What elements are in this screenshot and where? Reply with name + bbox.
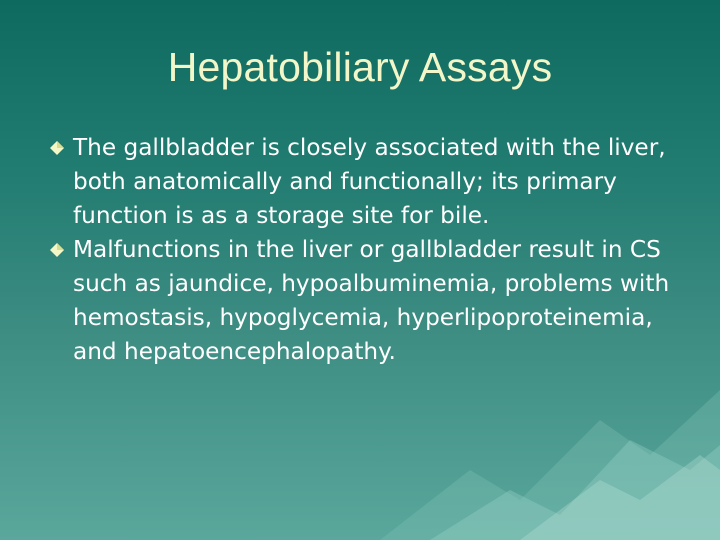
bullet-text: The gallbladder is closely associated with the liver, both anatomically and functionally; its primary function is as a storage site for bile. bbox=[73, 134, 666, 229]
bullet-item-malfunctions bbox=[50, 233, 670, 369]
bullet-list bbox=[50, 131, 670, 369]
bullet-text: Malfunctions in the liver or gallbladder result in CS such as jaundice, hypoalbuminemia, problems with hemostasis, hypoglycemia, hyperlipoproteinemia, and hepatoencephalopathy. bbox=[73, 236, 670, 365]
diamond-bullet-icon bbox=[50, 243, 64, 257]
slide-title: Hepatobiliary Assays bbox=[167, 44, 553, 90]
diamond-bullet-icon bbox=[50, 141, 64, 155]
bullet-item-gallbladder bbox=[50, 131, 670, 233]
